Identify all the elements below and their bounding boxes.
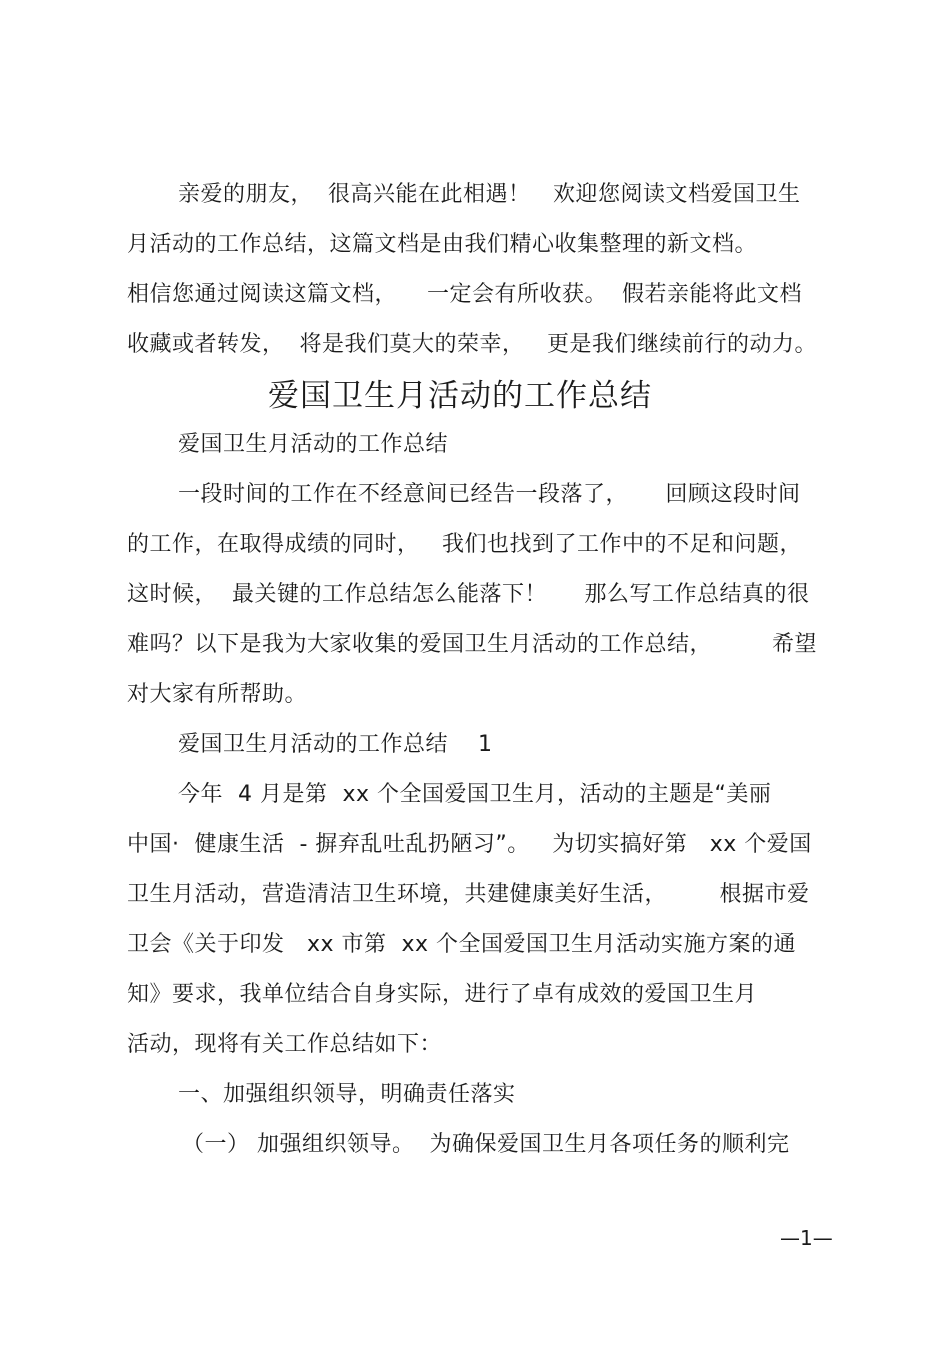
paragraph-2-line-1: 今年 4 月是第 xx 个全国爱国卫生月，活动的主题是“美丽 bbox=[178, 782, 772, 807]
paragraph-2-line-3: 卫生月活动，营造清洁卫生环境，共建健康美好生活， 根据市爱 bbox=[127, 882, 810, 907]
paragraph-2-line-6: 活动，现将有关工作总结如下： bbox=[127, 1032, 443, 1057]
paragraph-1-line-4: 难吗？以下是我为大家收集的爱国卫生月活动的工作总结， 希望 bbox=[127, 632, 817, 657]
paragraph-1-line-2: 的工作，在取得成绩的同时， 我们也找到了工作中的不足和问题， bbox=[127, 532, 802, 557]
document-title: 爱国卫生月活动的工作总结 bbox=[268, 378, 652, 414]
intro-line-1: 亲爱的朋友， 很高兴能在此相遇！ 欢迎您阅读文档爱国卫生 bbox=[178, 182, 801, 207]
paragraph-2-line-2: 中国· 健康生活 - 摒弃乱吐乱扔陋习”。 为切实搞好第 xx 个爱国 bbox=[127, 832, 812, 857]
paragraph-2-line-4: 卫会《关于印发 xx 市第 xx 个全国爱国卫生月活动实施方案的通 bbox=[127, 932, 797, 957]
paragraph-1-line-5: 对大家有所帮助。 bbox=[127, 682, 308, 707]
section-heading: 爱国卫生月活动的工作总结 1 bbox=[178, 732, 493, 757]
page-number: —1— bbox=[780, 1226, 833, 1250]
heading-one: 一、加强组织领导，明确责任落实 bbox=[178, 1082, 516, 1107]
paragraph-3-line-1: （一） 加强组织领导。 为确保爱国卫生月各项任务的顺利完 bbox=[182, 1132, 790, 1157]
intro-line-2: 月活动的工作总结，这篇文档是由我们精心收集整理的新文档。 bbox=[127, 232, 758, 257]
paragraph-1-line-3: 这时候， 最关键的工作总结怎么能落下！ 那么写工作总结真的很 bbox=[127, 582, 810, 607]
document-subtitle: 爱国卫生月活动的工作总结 bbox=[178, 432, 449, 457]
paragraph-2-line-5: 知》要求，我单位结合自身实际，进行了卓有成效的爱国卫生月 bbox=[127, 982, 758, 1007]
intro-line-3: 相信您通过阅读这篇文档， 一定会有所收获。 假若亲能将此文档 bbox=[127, 282, 802, 307]
paragraph-1-line-1: 一段时间的工作在不经意间已经告一段落了， 回顾这段时间 bbox=[178, 482, 801, 507]
intro-line-4: 收藏或者转发， 将是我们莫大的荣幸， 更是我们继续前行的动力。 bbox=[127, 332, 817, 357]
